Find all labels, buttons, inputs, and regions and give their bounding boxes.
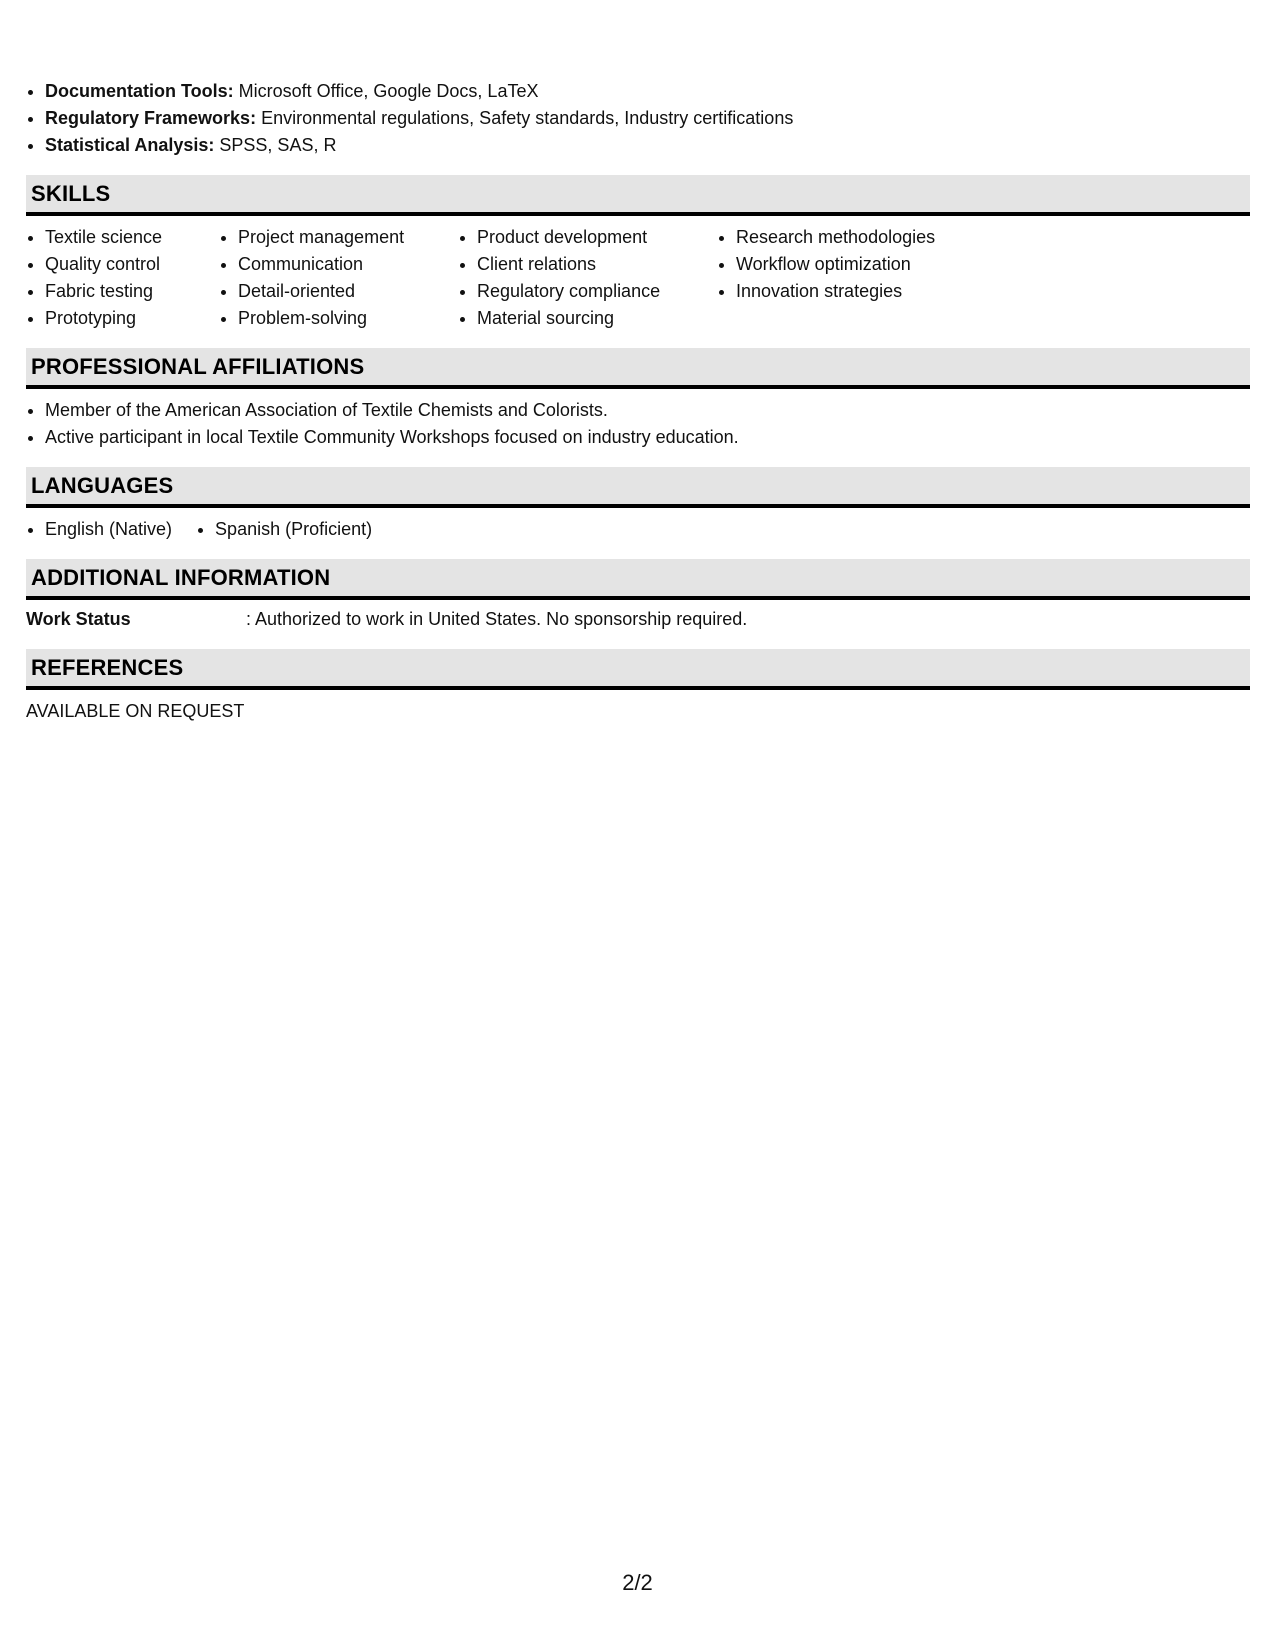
additional-info-section-header — [26, 559, 1250, 600]
item-value: Microsoft Office, Google Docs, LaTeX — [233, 81, 539, 101]
skills-column — [717, 224, 956, 332]
item-label: Statistical Analysis: — [45, 135, 215, 155]
language-item-wrapper — [196, 516, 372, 543]
references-text: AVAILABLE ON REQUEST — [26, 701, 245, 721]
skills-column — [26, 224, 195, 332]
affiliations-section-header — [26, 348, 1250, 389]
list-item: • Regulatory compliance — [477, 278, 693, 305]
list-item: • Quality control — [45, 251, 195, 278]
resume-content — [26, 78, 1250, 725]
work-status-row — [26, 606, 1250, 633]
list-item: • Active participant in local Textile Community Workshops focused on industry education. — [45, 424, 1250, 451]
skills-section-header — [26, 175, 1250, 216]
technical-skills-list — [26, 78, 1250, 159]
list-item: • Product development — [477, 224, 693, 251]
item-value: Environmental regulations, Safety standards, Industry certifications — [256, 108, 794, 128]
list-item: • English (Native) — [45, 516, 172, 543]
section-title: LANGUAGES — [31, 472, 174, 498]
list-item: • Textile science — [45, 224, 195, 251]
item-label: Documentation Tools: — [45, 81, 234, 101]
list-item: • Member of the American Association of Textile Chemists and Colorists. — [45, 397, 1250, 424]
item-value: SPSS, SAS, R — [214, 135, 337, 155]
section-title: REFERENCES — [31, 654, 184, 680]
list-item: • Spanish (Proficient) — [215, 516, 372, 543]
list-item: • Problem-solving — [238, 305, 434, 332]
references-section-header — [26, 649, 1250, 690]
page-number: 2/2 — [622, 1570, 653, 1595]
affiliations-list — [26, 397, 1250, 451]
list-item: • Innovation strategies — [736, 278, 956, 305]
skills-column — [219, 224, 434, 332]
section-title: PROFESSIONAL AFFILIATIONS — [31, 353, 365, 379]
skills-grid — [26, 224, 1250, 332]
list-item: • Project management — [238, 224, 434, 251]
item-label: Regulatory Frameworks: — [45, 108, 257, 128]
list-item: • Client relations — [477, 251, 693, 278]
list-item — [45, 78, 1250, 105]
list-item: • Detail-oriented — [238, 278, 434, 305]
list-item: • Fabric testing — [45, 278, 195, 305]
list-item: • Workflow optimization — [736, 251, 956, 278]
list-item: • Prototyping — [45, 305, 195, 332]
list-item: • Research methodologies — [736, 224, 956, 251]
list-item — [45, 132, 1250, 159]
list-item: • Material sourcing — [477, 305, 693, 332]
work-status-label: Work Status — [26, 609, 131, 629]
list-item — [45, 105, 1250, 132]
work-status-value: : Authorized to work in United States. No sponsorship required. — [246, 609, 748, 629]
languages-list — [26, 516, 1250, 543]
languages-section-header — [26, 467, 1250, 508]
affiliations-body — [26, 397, 1250, 451]
section-title: ADDITIONAL INFORMATION — [31, 564, 331, 590]
list-item: • Communication — [238, 251, 434, 278]
language-item-wrapper — [26, 516, 172, 543]
skills-column — [458, 224, 693, 332]
section-title: SKILLS — [31, 180, 111, 206]
